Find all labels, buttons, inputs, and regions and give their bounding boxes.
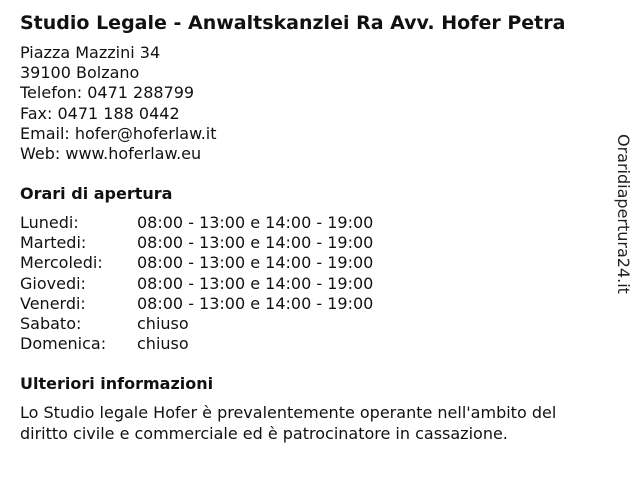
day-hours: 08:00 - 13:00 e 14:00 - 19:00 [137, 253, 374, 273]
further-info-text: Lo Studio legale Hofer è prevalentemente operante nell'ambito del diritto civile e commerciale ed è patrocinatore in cassazione. [20, 403, 557, 443]
day-hours: 08:00 - 13:00 e 14:00 - 19:00 [137, 273, 374, 293]
day-label: Giovedi: [20, 273, 86, 293]
fax-number: Fax: 0471 188 0442 [20, 103, 180, 123]
phone-number: Telefon: 0471 288799 [20, 83, 195, 103]
day-hours: 08:00 - 13:00 e 14:00 - 19:00 [137, 293, 374, 313]
day-hours: chiuso [137, 334, 189, 354]
further-info-heading: Ulteriori informazioni [20, 374, 214, 393]
opening-hours-heading: Orari di apertura [20, 184, 173, 203]
day-hours: 08:00 - 13:00 e 14:00 - 19:00 [137, 213, 374, 232]
day-label: Venerdi: [20, 293, 86, 313]
day-label: Mercoledi: [20, 253, 103, 273]
email-address: Email: hofer@hoferlaw.it [20, 123, 217, 143]
site-watermark: Oraridiapertura24.it [614, 134, 633, 294]
day-label: Domenica: [20, 334, 107, 354]
website: Web: www.hoferlaw.eu [20, 144, 202, 164]
address-city: 39100 Bolzano [20, 63, 140, 83]
contact-block [20, 43, 217, 164]
day-hours: 08:00 - 13:00 e 14:00 - 19:00 [137, 233, 374, 253]
day-hours: chiuso [137, 313, 189, 333]
day-label: Martedi: [20, 233, 87, 253]
day-label: Sabato: [20, 313, 82, 333]
day-label: Lunedi: [20, 213, 79, 232]
page-title: Studio Legale - Anwaltskanzlei Ra Avv. Hofer Petra [20, 12, 566, 34]
address-street: Piazza Mazzini 34 [20, 43, 161, 62]
